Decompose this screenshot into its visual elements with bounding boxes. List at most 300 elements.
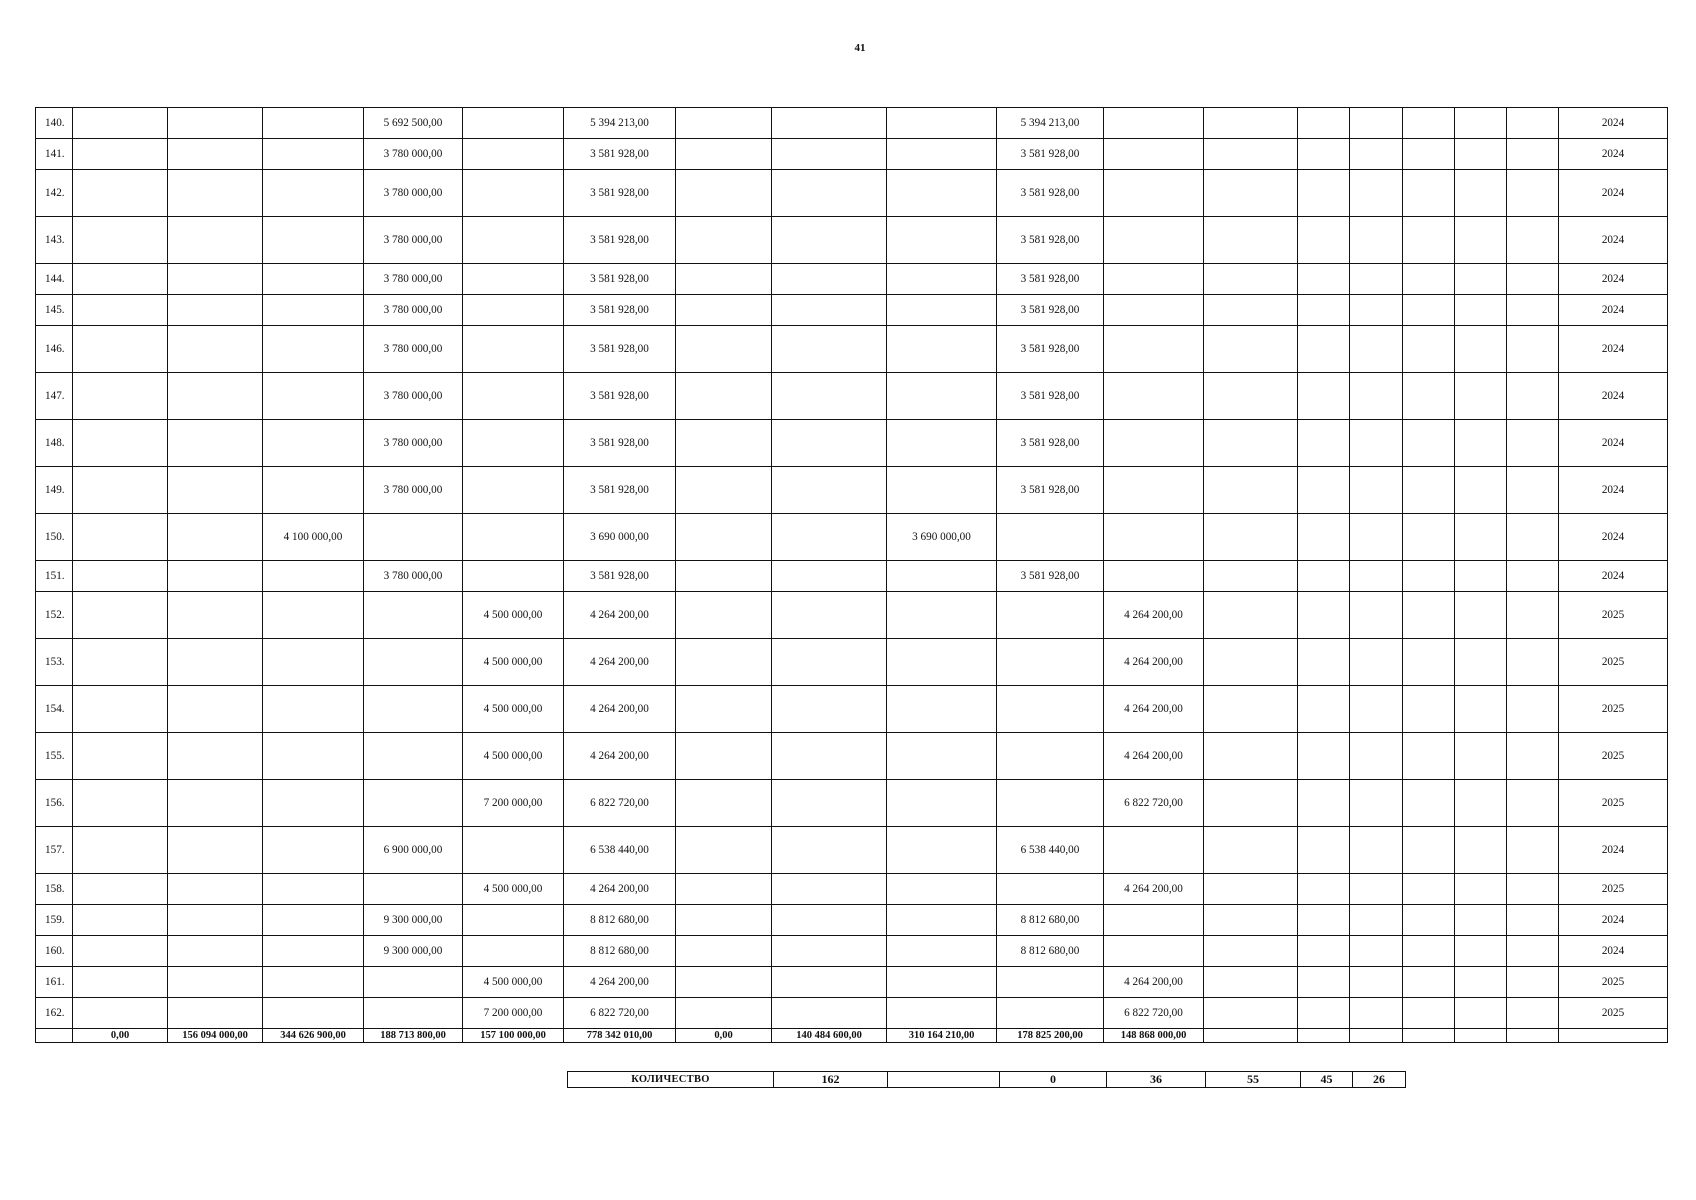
amount-cell: 4 500 000,00 <box>463 686 564 733</box>
year-cell: 2024 <box>1559 936 1668 967</box>
amount-cell <box>364 514 463 561</box>
amount-cell <box>676 373 772 420</box>
amount-cell <box>1507 561 1559 592</box>
amount-cell: 3 581 928,00 <box>997 264 1104 295</box>
total-cell: 0,00 <box>676 1029 772 1043</box>
amount-cell <box>772 467 887 514</box>
amount-cell <box>1204 874 1298 905</box>
amount-cell: 3 780 000,00 <box>364 467 463 514</box>
amount-cell <box>1350 639 1403 686</box>
amount-cell <box>263 217 364 264</box>
totals-row <box>36 1029 1668 1043</box>
amount-cell <box>1403 514 1455 561</box>
amount-cell: 3 780 000,00 <box>364 373 463 420</box>
total-cell <box>1204 1029 1298 1043</box>
row-number: 156. <box>36 780 73 827</box>
quantity-row <box>568 1072 1406 1088</box>
amount-cell <box>676 217 772 264</box>
amount-cell <box>168 467 263 514</box>
amount-cell <box>263 639 364 686</box>
amount-cell <box>1350 561 1403 592</box>
amount-cell <box>1350 264 1403 295</box>
amount-cell: 3 780 000,00 <box>364 170 463 217</box>
amount-cell <box>168 561 263 592</box>
amount-cell: 4 500 000,00 <box>463 592 564 639</box>
amount-cell <box>463 936 564 967</box>
amount-cell <box>887 874 997 905</box>
amount-cell <box>1507 170 1559 217</box>
total-cell <box>1455 1029 1507 1043</box>
amount-cell: 3 690 000,00 <box>564 514 676 561</box>
amount-cell <box>263 733 364 780</box>
amount-cell <box>887 827 997 874</box>
amount-cell <box>263 686 364 733</box>
amount-cell <box>364 998 463 1029</box>
amount-cell <box>887 592 997 639</box>
amount-cell <box>73 217 168 264</box>
amount-cell <box>1403 780 1455 827</box>
amount-cell <box>263 373 364 420</box>
quantity-value: 0 <box>1000 1072 1107 1088</box>
amount-cell: 3 780 000,00 <box>364 326 463 373</box>
amount-cell <box>676 827 772 874</box>
amount-cell <box>1455 217 1507 264</box>
amount-cell <box>772 108 887 139</box>
row-number: 161. <box>36 967 73 998</box>
amount-cell <box>168 733 263 780</box>
amount-cell <box>1507 874 1559 905</box>
amount-cell <box>463 420 564 467</box>
amount-cell <box>1403 561 1455 592</box>
amount-cell: 4 264 200,00 <box>564 733 676 780</box>
amount-cell <box>1350 326 1403 373</box>
amount-cell <box>1507 326 1559 373</box>
amount-cell <box>1350 170 1403 217</box>
amount-cell <box>676 686 772 733</box>
amount-cell <box>1455 592 1507 639</box>
row-number: 146. <box>36 326 73 373</box>
amount-cell <box>1403 592 1455 639</box>
amount-cell <box>1455 827 1507 874</box>
amount-cell <box>772 326 887 373</box>
amount-cell: 3 581 928,00 <box>564 467 676 514</box>
amount-cell <box>1204 733 1298 780</box>
amount-cell <box>168 514 263 561</box>
amount-cell <box>676 514 772 561</box>
amount-cell <box>263 561 364 592</box>
amount-cell <box>73 514 168 561</box>
quantity-value: 162 <box>774 1072 888 1088</box>
amount-cell <box>1455 967 1507 998</box>
amount-cell: 4 500 000,00 <box>463 967 564 998</box>
amount-cell: 4 264 200,00 <box>1104 874 1204 905</box>
row-number: 144. <box>36 264 73 295</box>
amount-cell <box>1104 827 1204 874</box>
total-cell <box>1403 1029 1455 1043</box>
amount-cell: 4 264 200,00 <box>1104 967 1204 998</box>
amount-cell <box>1507 295 1559 326</box>
amount-cell <box>1104 420 1204 467</box>
amount-cell: 6 538 440,00 <box>564 827 676 874</box>
amount-cell <box>772 905 887 936</box>
amount-cell <box>772 561 887 592</box>
amount-cell <box>263 780 364 827</box>
amount-cell <box>1104 373 1204 420</box>
amount-cell <box>997 733 1104 780</box>
amount-cell <box>1455 295 1507 326</box>
amount-cell: 3 581 928,00 <box>564 561 676 592</box>
amount-cell <box>168 420 263 467</box>
amount-cell <box>73 780 168 827</box>
amount-cell <box>1204 467 1298 514</box>
amount-cell <box>263 827 364 874</box>
total-cell: 778 342 010,00 <box>564 1029 676 1043</box>
amount-cell <box>887 139 997 170</box>
amount-cell <box>1104 561 1204 592</box>
amount-cell: 6 822 720,00 <box>564 780 676 827</box>
amount-cell <box>676 780 772 827</box>
total-cell: 188 713 800,00 <box>364 1029 463 1043</box>
table-row <box>36 827 1668 874</box>
amount-cell <box>676 639 772 686</box>
amount-cell <box>772 967 887 998</box>
amount-cell <box>1298 108 1350 139</box>
amount-cell <box>1507 998 1559 1029</box>
amount-cell: 3 581 928,00 <box>997 420 1104 467</box>
amount-cell <box>463 139 564 170</box>
amount-cell <box>73 108 168 139</box>
amount-cell: 8 812 680,00 <box>997 936 1104 967</box>
amount-cell <box>168 967 263 998</box>
amount-cell <box>887 561 997 592</box>
amount-cell <box>168 686 263 733</box>
amount-cell <box>263 874 364 905</box>
amount-cell <box>1298 295 1350 326</box>
amount-cell: 4 264 200,00 <box>564 592 676 639</box>
amount-cell <box>1350 827 1403 874</box>
amount-cell: 4 264 200,00 <box>1104 686 1204 733</box>
amount-cell <box>1204 170 1298 217</box>
amount-cell <box>1455 108 1507 139</box>
amount-cell <box>364 874 463 905</box>
amount-cell <box>676 998 772 1029</box>
amount-cell <box>73 998 168 1029</box>
amount-cell <box>1298 420 1350 467</box>
amount-cell <box>997 592 1104 639</box>
row-number: 155. <box>36 733 73 780</box>
amount-cell: 3 780 000,00 <box>364 139 463 170</box>
row-number: 149. <box>36 467 73 514</box>
amount-cell <box>1403 874 1455 905</box>
quantity-table <box>567 1071 1406 1088</box>
amount-cell: 3 581 928,00 <box>564 170 676 217</box>
amount-cell <box>676 592 772 639</box>
amount-cell <box>73 420 168 467</box>
amount-cell <box>463 326 564 373</box>
amount-cell <box>676 561 772 592</box>
amount-cell <box>1455 514 1507 561</box>
amount-cell <box>1455 139 1507 170</box>
amount-cell <box>676 936 772 967</box>
amount-cell <box>772 264 887 295</box>
row-number: 145. <box>36 295 73 326</box>
amount-cell: 5 394 213,00 <box>564 108 676 139</box>
amount-cell <box>1507 217 1559 264</box>
total-cell <box>1298 1029 1350 1043</box>
amount-cell <box>168 874 263 905</box>
amount-cell <box>168 780 263 827</box>
amount-cell <box>1298 592 1350 639</box>
total-cell <box>1350 1029 1403 1043</box>
year-cell: 2024 <box>1559 467 1668 514</box>
table-row <box>36 874 1668 905</box>
amount-cell <box>168 217 263 264</box>
amount-cell <box>1350 967 1403 998</box>
amount-cell: 4 264 200,00 <box>564 874 676 905</box>
amount-cell: 3 780 000,00 <box>364 561 463 592</box>
amount-cell <box>1350 998 1403 1029</box>
amount-cell <box>73 264 168 295</box>
amount-cell <box>1455 420 1507 467</box>
amount-cell <box>1104 264 1204 295</box>
amount-cell <box>1298 998 1350 1029</box>
amount-cell <box>997 514 1104 561</box>
row-number: 159. <box>36 905 73 936</box>
amount-cell <box>1204 967 1298 998</box>
amount-cell <box>263 967 364 998</box>
table-row <box>36 733 1668 780</box>
amount-cell <box>1298 170 1350 217</box>
table-row <box>36 217 1668 264</box>
total-cell <box>1559 1029 1668 1043</box>
table-body <box>36 108 1668 1043</box>
amount-cell <box>1403 686 1455 733</box>
amount-cell <box>1350 217 1403 264</box>
amount-cell <box>1507 967 1559 998</box>
amount-cell: 3 581 928,00 <box>564 373 676 420</box>
amount-cell <box>1104 467 1204 514</box>
amount-cell <box>168 264 263 295</box>
amount-cell <box>168 936 263 967</box>
amount-cell <box>1298 264 1350 295</box>
table-row <box>36 967 1668 998</box>
amount-cell <box>1350 592 1403 639</box>
amount-cell <box>1507 733 1559 780</box>
amount-cell <box>772 780 887 827</box>
amount-cell <box>463 373 564 420</box>
amount-cell: 4 264 200,00 <box>1104 592 1204 639</box>
amount-cell <box>463 108 564 139</box>
amount-cell <box>168 373 263 420</box>
amount-cell <box>1298 639 1350 686</box>
year-cell: 2024 <box>1559 905 1668 936</box>
amount-cell <box>1350 420 1403 467</box>
amount-cell <box>1204 686 1298 733</box>
amount-cell <box>364 592 463 639</box>
table-row <box>36 780 1668 827</box>
amount-cell <box>1350 733 1403 780</box>
amount-cell: 4 500 000,00 <box>463 874 564 905</box>
amount-cell <box>1298 686 1350 733</box>
amount-cell <box>887 467 997 514</box>
amount-cell <box>887 264 997 295</box>
amount-cell <box>1403 936 1455 967</box>
amount-cell <box>73 936 168 967</box>
quantity-value: 36 <box>1107 1072 1206 1088</box>
table-row <box>36 373 1668 420</box>
amount-cell <box>1350 905 1403 936</box>
amount-cell <box>997 998 1104 1029</box>
amount-cell <box>263 420 364 467</box>
row-number: 158. <box>36 874 73 905</box>
table-row <box>36 139 1668 170</box>
table-row <box>36 998 1668 1029</box>
amount-cell: 5 692 500,00 <box>364 108 463 139</box>
amount-cell <box>1455 326 1507 373</box>
amount-cell <box>676 874 772 905</box>
amount-cell <box>1204 936 1298 967</box>
amount-cell: 3 581 928,00 <box>997 295 1104 326</box>
amount-cell <box>1204 295 1298 326</box>
amount-cell <box>1403 467 1455 514</box>
amount-cell <box>263 936 364 967</box>
amount-cell <box>364 780 463 827</box>
total-cell: 140 484 600,00 <box>772 1029 887 1043</box>
quantity-value: 26 <box>1353 1072 1406 1088</box>
amount-cell <box>1298 967 1350 998</box>
year-cell: 2024 <box>1559 264 1668 295</box>
amount-cell <box>364 639 463 686</box>
amount-cell: 3 690 000,00 <box>887 514 997 561</box>
amount-cell: 3 581 928,00 <box>564 139 676 170</box>
year-cell: 2024 <box>1559 561 1668 592</box>
amount-cell <box>887 639 997 686</box>
amount-cell: 3 581 928,00 <box>564 295 676 326</box>
amount-cell <box>1403 827 1455 874</box>
row-number: 154. <box>36 686 73 733</box>
amount-cell <box>1507 108 1559 139</box>
amount-cell <box>73 874 168 905</box>
amount-cell <box>1204 905 1298 936</box>
amount-cell <box>1455 905 1507 936</box>
amount-cell <box>463 264 564 295</box>
amount-cell <box>1298 467 1350 514</box>
amount-cell <box>1403 326 1455 373</box>
year-cell: 2024 <box>1559 108 1668 139</box>
amount-cell <box>463 295 564 326</box>
amount-cell: 3 581 928,00 <box>997 170 1104 217</box>
amount-cell <box>73 592 168 639</box>
amount-cell <box>1104 905 1204 936</box>
amount-cell <box>772 936 887 967</box>
amount-cell <box>887 936 997 967</box>
row-number: 148. <box>36 420 73 467</box>
amount-cell <box>676 108 772 139</box>
amount-cell <box>263 295 364 326</box>
table-row <box>36 639 1668 686</box>
amount-cell: 7 200 000,00 <box>463 998 564 1029</box>
amount-cell <box>772 420 887 467</box>
amount-cell <box>1204 514 1298 561</box>
amount-cell <box>263 264 364 295</box>
year-cell: 2025 <box>1559 874 1668 905</box>
amount-cell <box>463 561 564 592</box>
amount-cell <box>1403 217 1455 264</box>
amount-cell <box>772 733 887 780</box>
amount-cell <box>1350 467 1403 514</box>
amount-cell: 4 264 200,00 <box>1104 733 1204 780</box>
amount-cell <box>676 967 772 998</box>
amount-cell <box>73 827 168 874</box>
table-row <box>36 108 1668 139</box>
amount-cell <box>263 592 364 639</box>
amount-cell <box>73 967 168 998</box>
amount-cell <box>463 467 564 514</box>
total-cell: 178 825 200,00 <box>997 1029 1104 1043</box>
total-cell: 148 868 000,00 <box>1104 1029 1204 1043</box>
amount-cell <box>997 874 1104 905</box>
amount-cell <box>1403 139 1455 170</box>
quantity-value <box>888 1072 1000 1088</box>
amount-cell: 4 264 200,00 <box>564 967 676 998</box>
table-row <box>36 326 1668 373</box>
amount-cell: 9 300 000,00 <box>364 936 463 967</box>
year-cell: 2024 <box>1559 326 1668 373</box>
amount-cell <box>1455 780 1507 827</box>
amount-cell: 3 581 928,00 <box>997 217 1104 264</box>
amount-cell: 3 581 928,00 <box>997 561 1104 592</box>
amount-cell <box>887 420 997 467</box>
amount-cell <box>1350 108 1403 139</box>
amount-cell <box>887 967 997 998</box>
amount-cell <box>463 905 564 936</box>
amount-cell <box>1204 561 1298 592</box>
amount-cell <box>1350 295 1403 326</box>
amount-cell <box>1104 936 1204 967</box>
amount-cell: 6 822 720,00 <box>1104 998 1204 1029</box>
amount-cell <box>168 592 263 639</box>
row-number: 150. <box>36 514 73 561</box>
amount-cell <box>887 295 997 326</box>
amount-cell <box>1104 514 1204 561</box>
row-number: 143. <box>36 217 73 264</box>
amount-cell <box>1507 592 1559 639</box>
amount-cell <box>73 639 168 686</box>
amount-cell <box>73 905 168 936</box>
amount-cell <box>1455 733 1507 780</box>
year-cell: 2025 <box>1559 780 1668 827</box>
amount-cell <box>1507 467 1559 514</box>
amount-cell: 9 300 000,00 <box>364 905 463 936</box>
amount-cell: 4 500 000,00 <box>463 733 564 780</box>
amount-cell <box>676 170 772 217</box>
amount-cell <box>1298 827 1350 874</box>
amount-cell <box>1507 373 1559 420</box>
amount-cell <box>1350 514 1403 561</box>
table-row <box>36 295 1668 326</box>
amount-cell <box>1403 905 1455 936</box>
amount-cell <box>1298 326 1350 373</box>
table-row <box>36 936 1668 967</box>
amount-cell <box>1298 373 1350 420</box>
amount-cell <box>1350 139 1403 170</box>
amount-cell <box>887 170 997 217</box>
amount-cell <box>1507 780 1559 827</box>
table-row <box>36 905 1668 936</box>
amount-cell <box>1204 998 1298 1029</box>
amount-cell <box>887 108 997 139</box>
amount-cell <box>73 686 168 733</box>
